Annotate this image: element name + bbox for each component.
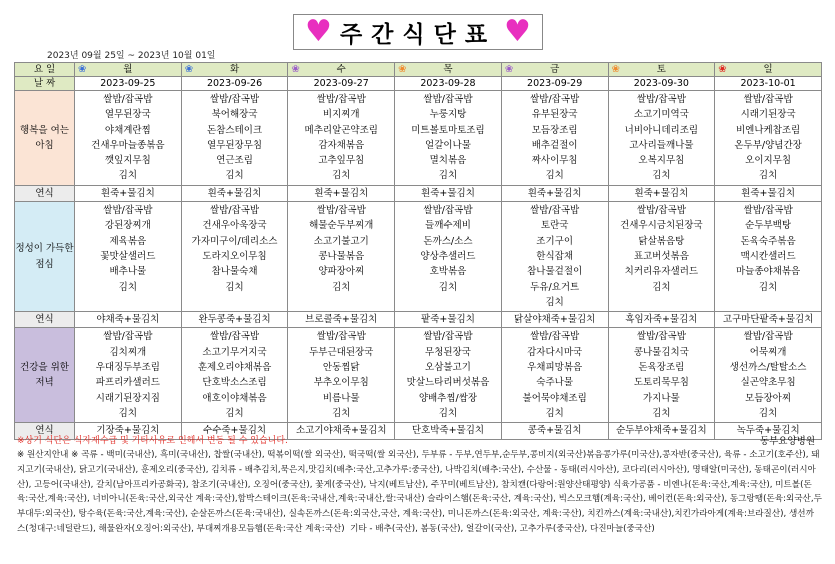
soft-diet-cell: 순두부야채죽+물김치 [608, 423, 715, 439]
menu-cell [501, 328, 608, 423]
menu-item: 멸치볶음 [429, 155, 467, 167]
menu-item: 모듬장아찌 [745, 392, 792, 404]
menu-item: 쌀밥/잡곡밥 [210, 331, 260, 343]
title-box [293, 14, 543, 50]
menu-item: 배추나물 [109, 266, 147, 278]
day-name: 목 [443, 64, 453, 75]
soft-diet-cell: 흰죽+물김치 [501, 185, 608, 201]
soft-diet-cell: 흰죽+물김치 [75, 185, 182, 201]
menu-item: 너비아니데리조림 [624, 124, 699, 136]
day-name-cell [608, 63, 715, 77]
menu-cell [181, 91, 288, 186]
menu-item: 맛살느타리버섯볶음 [406, 377, 490, 389]
menu-item: 북어해장국 [211, 109, 258, 121]
menu-item: 어묵찌개 [749, 346, 787, 358]
menu-item: 토란국 [540, 220, 569, 232]
day-name: 수 [336, 64, 346, 75]
menu-item: 콩나물볶음 [318, 250, 365, 262]
menu-cell [501, 202, 608, 312]
menu-item: 쌀밥/잡곡밥 [210, 94, 260, 105]
menu-item: 쌀밥/잡곡밥 [423, 94, 473, 105]
day-header-row [15, 63, 822, 77]
soft-diet-cell: 기장죽+물김치 [75, 423, 182, 439]
menu-item: 애호이야채볶음 [202, 392, 267, 404]
day-name-cell [501, 63, 608, 77]
menu-item: 메추리알곤약조림 [304, 124, 378, 136]
menu-item: 깻잎지무침 [104, 155, 151, 167]
menu-item: 미트볼토마토조림 [411, 124, 485, 136]
menu-item: 참나물겉절이 [527, 266, 583, 278]
menu-item: 감자채볶음 [318, 139, 365, 151]
menu-item: 얼갈이나물 [425, 139, 471, 151]
menu-item: 조기구이 [536, 235, 574, 247]
menu-item: 돈까스/소스 [423, 235, 473, 247]
menu-cell [75, 202, 182, 312]
menu-item: 우대징두부조림 [95, 362, 160, 374]
notice-text: ※상기 식단은 식자재수급 및 기타사유로 인해서 변동 될 수 있습니다. [17, 436, 288, 446]
menu-item: 가자미구이/데리소스 [191, 235, 278, 247]
menu-item: 양상추샐러드 [420, 250, 476, 262]
menu-item: 유부된장국 [531, 109, 578, 121]
menu-item: 쌀밥/잡곡밥 [530, 331, 580, 343]
menu-cell [288, 91, 395, 186]
menu-item: 온두부/양념간장 [734, 139, 802, 151]
tulip-orange-icon: ❀ [398, 64, 407, 75]
day-date: 2023-09-26 [181, 77, 288, 91]
menu-item: 부추오이무침 [313, 377, 369, 389]
menu-cell [608, 202, 715, 312]
day-date: 2023-10-01 [715, 77, 822, 91]
day-name-cell [181, 63, 288, 77]
menu-item: 열무된장국 [104, 109, 151, 121]
organization-name: 동부요양병원 [759, 436, 815, 447]
menu-item: 맥시칸샐러드 [740, 250, 796, 262]
soft-diet-cell: 닭살야채죽+물김치 [501, 312, 608, 328]
menu-item: 한식잡채 [536, 250, 574, 262]
menu-item: 참나물숙채 [211, 266, 258, 278]
soft-diet-label: 연식 [15, 423, 75, 439]
menu-item: 실곤약초무침 [740, 377, 796, 389]
day-name: 일 [763, 64, 773, 75]
menu-item: 우채피망볶음 [527, 362, 583, 374]
soft-diet-label: 연식 [15, 185, 75, 201]
lunch-menu-row [15, 202, 822, 312]
menu-item: 쌀밥/잡곡밥 [423, 205, 473, 217]
menu-item: 쌀밥/잡곡밥 [743, 205, 793, 217]
menu-item: 김치 [545, 407, 564, 419]
soft-diet-label: 연식 [15, 312, 75, 328]
menu-item: 쌀밥/잡곡밥 [636, 331, 686, 343]
morning-snack-row [15, 185, 822, 201]
menu-item: 치커리유자샐러드 [624, 266, 699, 278]
lunch-label: 정성이 가득한 점심 [15, 202, 75, 312]
menu-item: 쌀밥/잡곡밥 [210, 205, 260, 217]
menu-item: 소고기무거지국 [202, 346, 267, 358]
menu-item: 두유/요거트 [530, 281, 580, 293]
soft-diet-cell: 흰죽+물김치 [715, 185, 822, 201]
day-name: 월 [123, 64, 133, 75]
menu-item: 돈육장조림 [638, 362, 685, 374]
menu-cell [181, 328, 288, 423]
menu-item: 쌀밥/잡곡밥 [743, 94, 793, 105]
day-date: 2023-09-27 [288, 77, 395, 91]
menu-item: 건새우시금치된장국 [620, 220, 703, 232]
menu-item: 쌀밥/잡곡밥 [636, 205, 686, 217]
day-name-cell [715, 63, 822, 77]
day-label: 요 일 [15, 63, 75, 77]
menu-item: 쌀밥/잡곡밥 [743, 331, 793, 343]
day-name-cell [395, 63, 502, 77]
menu-item: 돈참스테이크 [207, 124, 263, 136]
menu-item: 김치 [332, 170, 351, 182]
menu-item: 쌀밥/잡곡밥 [316, 94, 366, 105]
soft-diet-cell: 흰죽+물김치 [181, 185, 288, 201]
day-date: 2023-09-29 [501, 77, 608, 91]
menu-cell [608, 328, 715, 423]
day-date: 2023-09-30 [608, 77, 715, 91]
menu-item: 꽃맛살샐러드 [100, 250, 156, 262]
menu-item: 순두부백탕 [745, 220, 792, 232]
menu-item: 마늘종야채볶음 [735, 266, 801, 278]
soft-diet-cell: 단호박죽+물김치 [395, 423, 502, 439]
morning-menu-row [15, 91, 822, 186]
heart-icon: ♥ [305, 14, 332, 49]
menu-item: 김치 [758, 170, 778, 182]
menu-item: 김치 [438, 281, 458, 293]
menu-item: 쌀밥/잡곡밥 [423, 331, 473, 343]
menu-item: 두부근대된장국 [309, 346, 374, 358]
menu-item: 비지찌개 [322, 109, 360, 121]
menu-cell [288, 328, 395, 423]
menu-item: 김치 [118, 407, 138, 419]
soft-diet-cell: 완두콩죽+물김치 [181, 312, 288, 328]
menu-cell [395, 202, 502, 312]
menu-item: 김치 [118, 170, 138, 182]
menu-item: 가지나물 [643, 392, 680, 404]
tulip-purple-icon: ❀ [291, 64, 300, 75]
menu-item: 열무된장무침 [207, 139, 263, 151]
menu-cell [181, 202, 288, 312]
date-header-row [15, 77, 822, 91]
menu-item: 생선까스/탈탈소스 [729, 362, 807, 374]
menu-item: 김치 [652, 281, 671, 293]
menu-item: 돈육숙주볶음 [740, 235, 796, 247]
menu-item: 김치 [545, 170, 564, 182]
menu-item: 쌀밥/잡곡밥 [103, 331, 153, 343]
menu-item: 야채계란찜 [104, 124, 151, 136]
menu-item: 파프리카샐러드 [95, 377, 160, 389]
heart-icon: ♥ [504, 14, 531, 49]
soft-diet-cell: 수수죽+물김치 [181, 423, 288, 439]
menu-item: 쌀밥/잡곡밥 [103, 94, 153, 105]
menu-item: 콩나물김치국 [633, 346, 689, 358]
menu-item: 김치 [332, 407, 351, 419]
menu-item: 누룽지탕 [429, 109, 467, 121]
menu-item: 김치 [758, 281, 778, 293]
tulip-purple-icon: ❀ [504, 64, 514, 75]
menu-item: 김치 [225, 170, 244, 182]
menu-cell [395, 91, 502, 186]
menu-item: 김치 [758, 407, 778, 419]
menu-item: 들깨수제비 [425, 220, 471, 232]
menu-item: 표고버섯볶음 [633, 250, 689, 262]
menu-item: 쌀밥/잡곡밥 [530, 205, 580, 217]
menu-item: 건새우아욱장국 [202, 220, 267, 232]
soft-diet-cell: 브로콜죽+물김치 [288, 312, 395, 328]
day-date: 2023-09-28 [395, 77, 502, 91]
menu-item: 시래기된장지짐 [95, 392, 160, 404]
menu-item: 김치 [225, 281, 244, 293]
menu-item: 도라지오이무침 [202, 250, 267, 262]
menu-item: 고사리들깨나물 [629, 139, 694, 151]
menu-cell [395, 328, 502, 423]
tulip-red-icon: ❀ [718, 64, 727, 75]
menu-item: 김치 [652, 407, 671, 419]
menu-cell [75, 91, 182, 186]
soft-diet-cell: 흰죽+물김치 [395, 185, 502, 201]
tulip-blue-icon: ❀ [78, 64, 87, 75]
menu-item: 오복지무침 [638, 155, 685, 167]
menu-item: 김치 [438, 170, 458, 182]
menu-item: 모듬장조림 [531, 124, 578, 136]
day-name: 토 [656, 64, 666, 75]
menu-item: 쌀밥/잡곡밥 [316, 205, 366, 217]
menu-item: 숙주나물 [536, 377, 574, 389]
menu-item: 쌀밥/잡곡밥 [103, 205, 153, 217]
menu-item: 짜사이무침 [531, 155, 578, 167]
menu-item: 쌀밥/잡곡밥 [636, 94, 686, 105]
menu-item: 김치 [332, 281, 351, 293]
dinner-menu-row [15, 328, 822, 423]
menu-item: 양파장아찌 [318, 266, 365, 278]
menu-item: 건새우마늘종볶음 [91, 139, 165, 151]
menu-item: 김치 [225, 407, 244, 419]
soft-diet-cell: 콩죽+물김치 [501, 423, 608, 439]
weekly-menu-table [14, 62, 822, 440]
menu-cell [715, 91, 822, 186]
menu-cell [715, 328, 822, 423]
menu-item: 김치 [118, 281, 138, 293]
dinner-label: 건강을 위한 저녁 [15, 328, 75, 423]
menu-item: 시래기된장국 [740, 109, 796, 121]
menu-item: 김치 [545, 296, 564, 308]
day-name-cell [288, 63, 395, 77]
menu-item: 연근조림 [216, 155, 253, 167]
menu-item: 소고기불고기 [313, 235, 369, 247]
period-text: 2023년 09월 25일 ~ 2023년 10월 01일 [47, 51, 216, 61]
menu-cell [715, 202, 822, 312]
soft-diet-cell: 팥죽+물김치 [395, 312, 502, 328]
tulip-orange-icon: ❀ [611, 64, 620, 75]
menu-cell [75, 328, 182, 423]
tulip-blue-icon: ❀ [184, 64, 194, 75]
menu-item: 김치찌개 [109, 346, 147, 358]
menu-item: 오이지무침 [745, 155, 792, 167]
soft-diet-cell: 야채죽+물김치 [75, 312, 182, 328]
menu-item: 불어묵야채조림 [522, 392, 587, 404]
menu-item: 양배추찜/쌈장 [418, 392, 478, 404]
menu-item: 단호박소스조림 [202, 377, 267, 389]
soft-diet-cell: 소고기야채죽+물김치 [288, 423, 395, 439]
day-name: 금 [550, 64, 560, 75]
menu-item: 도토리묵무침 [633, 377, 689, 389]
soft-diet-cell: 흰죽+물김치 [608, 185, 715, 201]
menu-item: 해물순두부찌개 [309, 220, 374, 232]
menu-cell [501, 91, 608, 186]
menu-item: 쌀밥/잡곡밥 [316, 331, 366, 343]
menu-item: 강된장찌개 [104, 220, 151, 232]
menu-item: 배추겉절이 [531, 139, 578, 151]
menu-item: 무청된장국 [425, 346, 471, 358]
menu-item: 김치 [438, 407, 458, 419]
menu-item: 훈제오리야채볶음 [197, 362, 272, 374]
day-name-cell [75, 63, 182, 77]
lunch-snack-row [15, 312, 822, 328]
menu-item: 소고기미역국 [633, 109, 689, 121]
menu-item: 오삼불고기 [425, 362, 471, 374]
menu-item: 안동찜닭 [322, 362, 360, 374]
soft-diet-cell: 흰죽+물김치 [288, 185, 395, 201]
menu-item: 김치 [652, 170, 671, 182]
morning-label: 행복을 여는 아침 [15, 91, 75, 186]
menu-item: 호박볶음 [429, 266, 467, 278]
menu-item: 비엔나케찹조림 [735, 124, 801, 136]
menu-item: 감자다시마국 [527, 346, 583, 358]
date-label: 날 짜 [15, 77, 75, 91]
origin-info: ※ 원산지안내 ※ 곡류 - 백미(국내산), 흑미(국내산), 찹쌀(국내산), 떡볶이떡(쌀 외국산), 떡국떡(쌀 외국산), 두부류 - 두부,연두부,순두부,콩비지(외국산)볶음콩가루(미국산),콩자반(중국산), 육류 - 소고기(호주산), 돼지고기(국내산), 닭고기(국내산), 훈제오리(중국산), 김치류 - 배추김치,묵은지,맛김치(배추:국산,고추가루:중국산), 나박김치(배추:국산), 수산물 - 동태(러시아산), 코다리(러시아산), 명태알(미국산), 동태곤이(러시아산), 고등어(국내산), 갈치(남아프리카공화국), 참조기(국내산), 오징어(중국산), 꽃게(중국산), 낙지(베트남산), 주꾸미(베트남산), 참치캔(다랑어:원양산태평양) 식육가공품 - 비엔나(돈육:국산,계육:국산), 미트볼(돈육:국산,계육:국산), 너비아니(돈육:국산,외국산 계육:국산),함박스테이크(돈육:국내산,계육:국내산,쌀:국내산) 슬라이스햄(돈육:국산, 계육:국산), 빅스모크햄(계육:국산), 베이컨(돈육:외국산), 동그랑땡(돈육:외국산,두부대두:외국산), 탕수육(돈육:국산,계육:국산), 순살돈까스(돈육:국내산), 실속돈까스(돈육:외국산,국산, 계육:국산), 미니돈까스(돈육:외국산, 계육:국산), 치킨까스(계육:국내산),치킨가라아게(계육:브라질산), 생선까스(청대구:네덜란드), 해물완자(오징어:외국산), 부대찌개용모듬햄(돈육:국산 계육:국산) 기타 - 배추(국산), 봄동(국산), 얼갈이(국산), 고추가루(중국산), 다진마늘(중국산) [17, 450, 822, 534]
menu-item: 비름나물 [322, 392, 360, 404]
menu-item: 고추잎무침 [318, 155, 365, 167]
day-date: 2023-09-25 [75, 77, 182, 91]
menu-cell [608, 91, 715, 186]
page-title: 주간식단표 [339, 21, 497, 48]
menu-item: 제육볶음 [109, 235, 147, 247]
soft-diet-cell: 녹두죽+물김치 [715, 423, 822, 439]
soft-diet-cell: 흑임자죽+물김치 [608, 312, 715, 328]
menu-item: 쌀밥/잡곡밥 [530, 94, 580, 105]
soft-diet-cell: 고구마단팥죽+물김치 [715, 312, 822, 328]
menu-cell [288, 202, 395, 312]
menu-item: 닭살볶음탕 [638, 235, 685, 247]
day-name: 화 [229, 64, 240, 75]
